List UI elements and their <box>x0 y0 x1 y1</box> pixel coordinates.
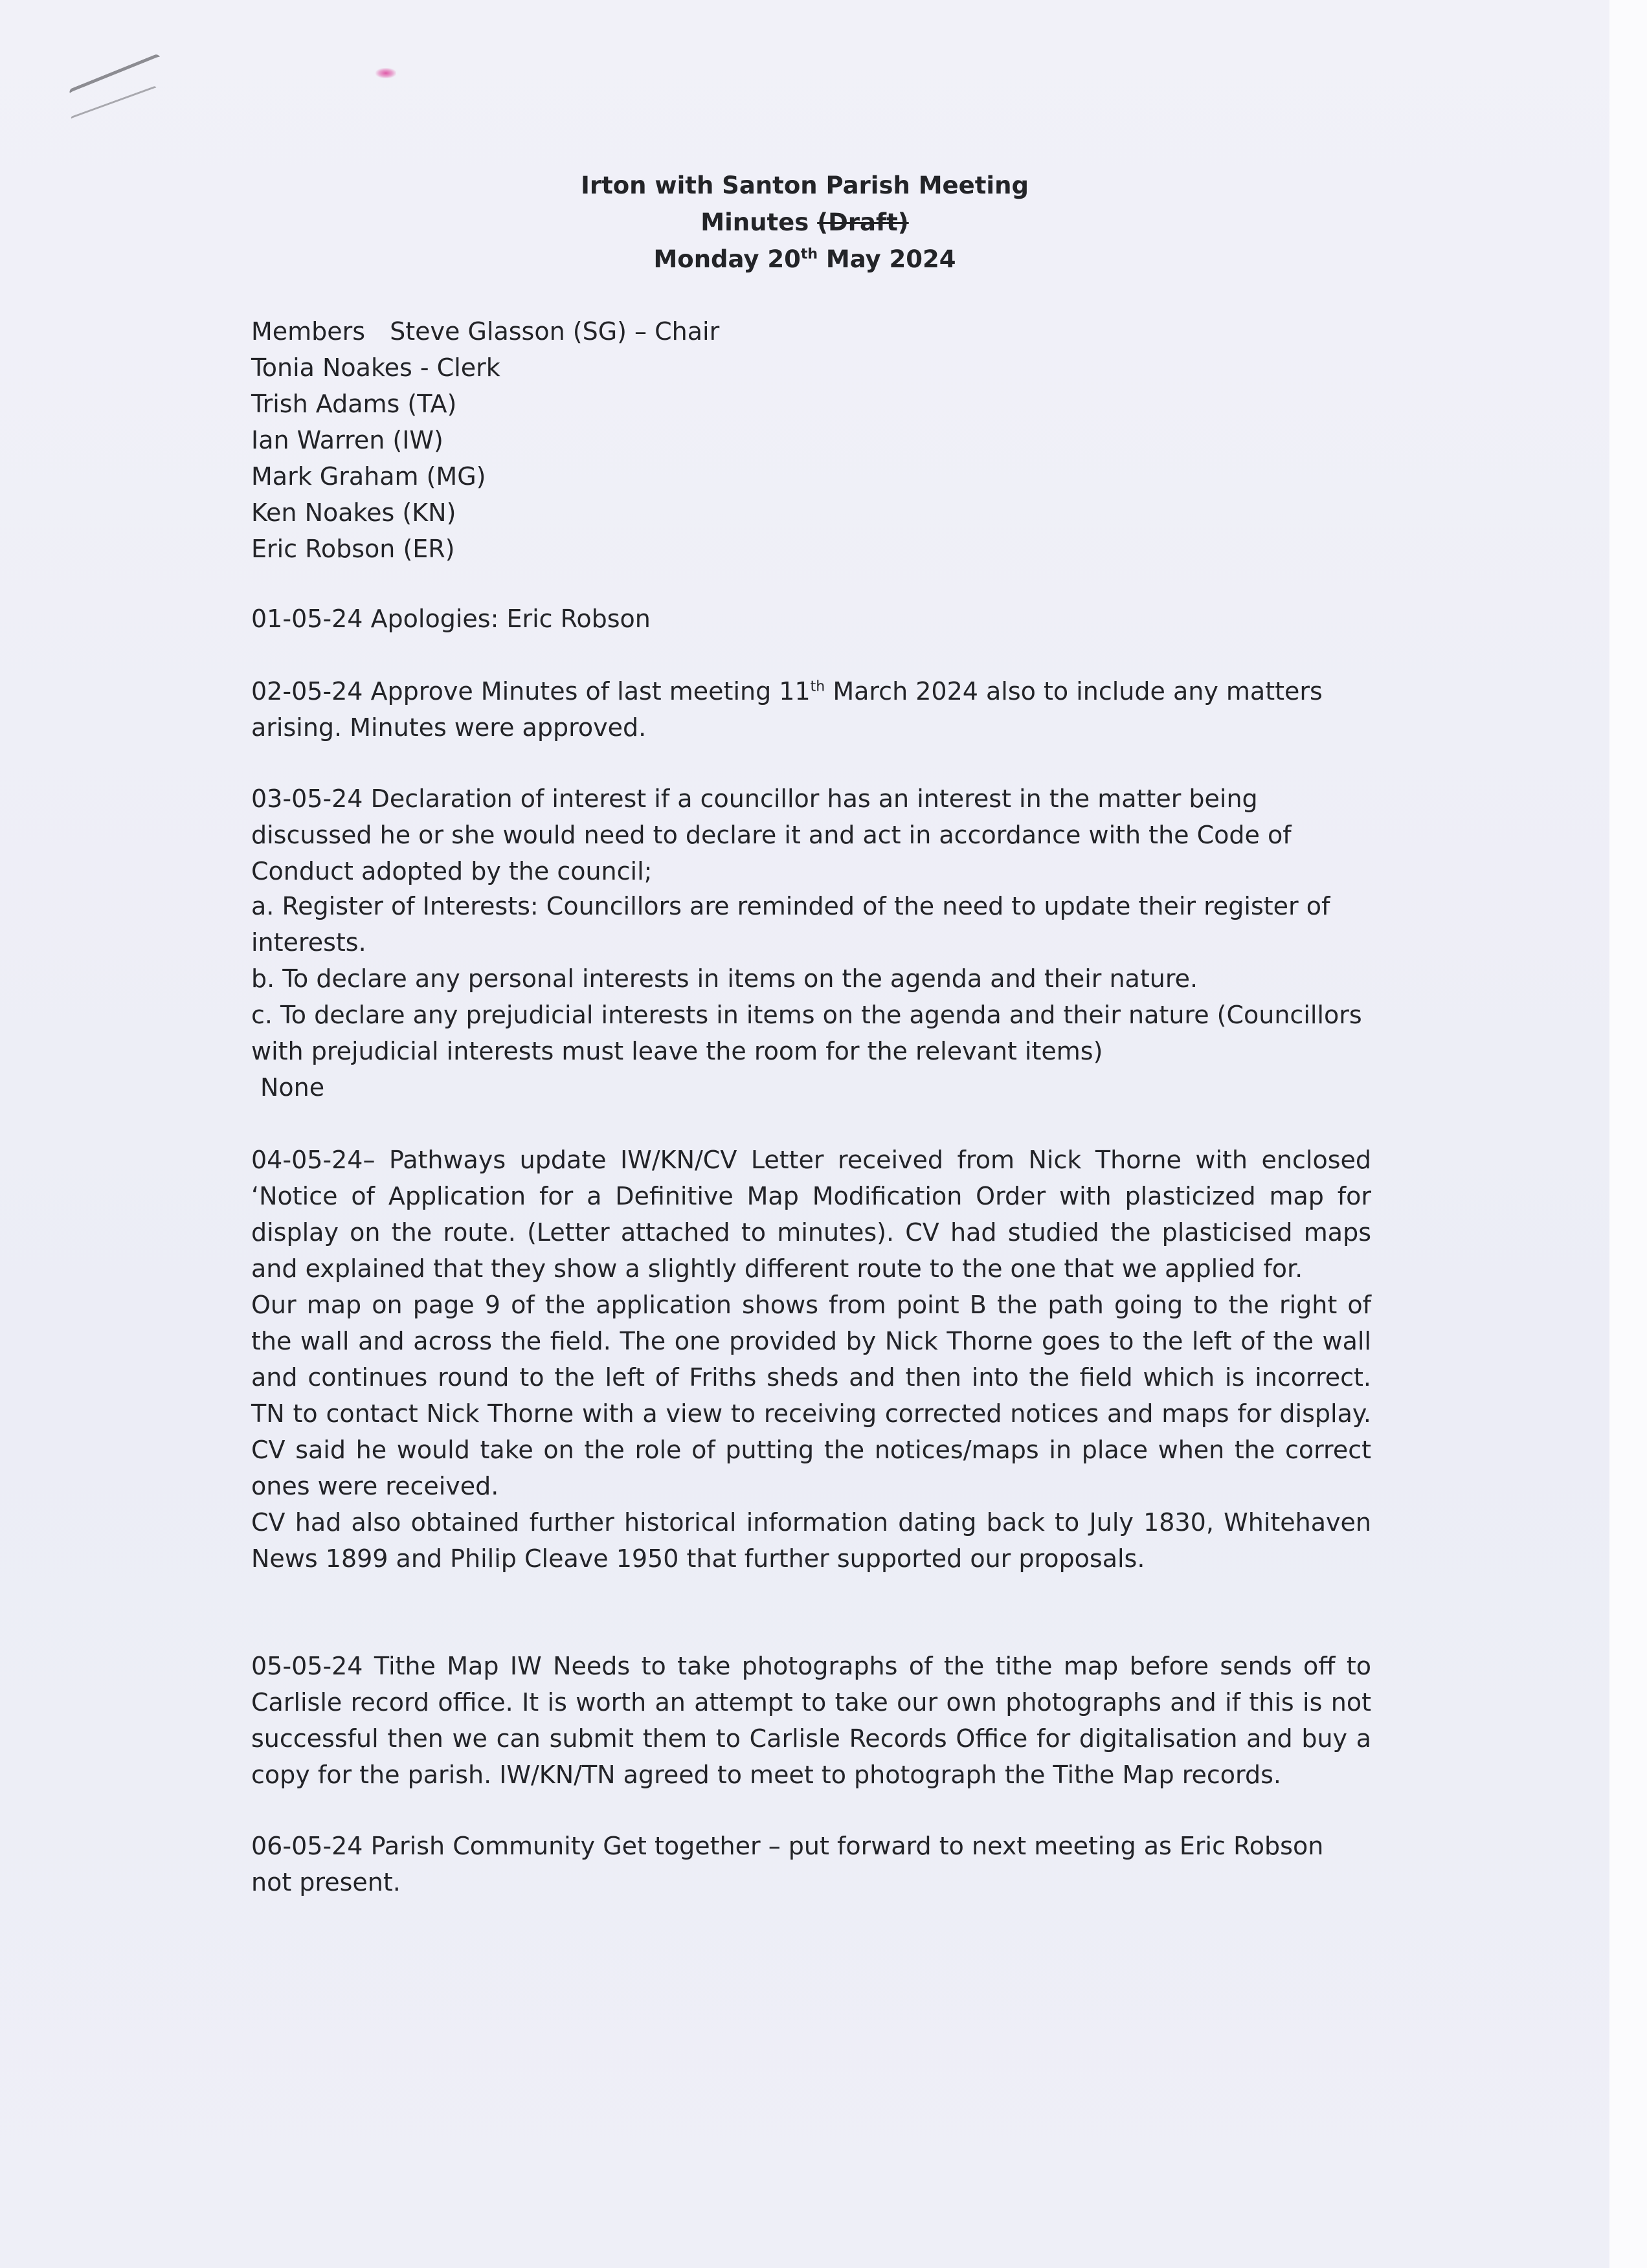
member-item: Trish Adams (TA) <box>251 390 457 418</box>
declaration-b: b. To declare any personal interests in items on the agenda and their nature. <box>251 964 1198 993</box>
item-tithe-map: 05-05-24 Tithe Map IW Needs to take photographs of the tithe map before sends off to Carlisle record office. It is worth an attempt to take our own photographs and if this is not successful then we can submit them to Carlisle Records Office for digitalisation and buy a copy for the parish. IW/KN/TN agreed to meet to photograph the Tithe Map records. <box>251 1652 1371 1789</box>
meeting-date <box>0 241 1609 278</box>
pathways-map-detail: Our map on page 9 of the application shows from point B the path going to the right of the wall and across the field. The one provided by Nick Thorne goes to the left of the wall and continues round to the left of Friths sheds and then into the field which is incorrect. TN to contact Nick Thorne with a view to receiving corrected notices and maps for display. CV said he would take on the role of putting the notices/maps in place when the correct ones were received. <box>251 1291 1371 1500</box>
approve-text-1: 02-05-24 Approve Minutes of last meeting 11 <box>251 677 811 706</box>
item-approve-minutes <box>251 673 1371 746</box>
date-rest: May 2024 <box>818 245 956 273</box>
document-title: Irton with Santon Parish Meeting <box>581 172 1029 199</box>
members-list <box>251 313 1371 567</box>
item-declaration: 03-05-24 Declaration of interest if a councillor has an interest in the matter being discussed he or she would need to declare it and act in accordance with the Code of Conduct adopted by the council; <box>251 784 1292 885</box>
minutes-word: Minutes <box>700 208 809 236</box>
member-item: Eric Robson (ER) <box>251 535 455 563</box>
member-chair: Steve Glasson (SG) – Chair <box>390 317 720 346</box>
member-item: Ken Noakes (KN) <box>251 498 456 527</box>
member-item: Tonia Noakes - Clerk <box>251 353 500 382</box>
date-suffix: th <box>800 246 818 263</box>
member-item: Ian Warren (IW) <box>251 426 443 454</box>
pathways-history: CV had also obtained further historical information dating back to July 1830, Whitehaven News 1899 and Philip Cleave 1950 that further supported our proposals. <box>251 1508 1371 1573</box>
item-apologies: 01-05-24 Apologies: Eric Robson <box>251 605 651 633</box>
approve-sup: th <box>810 678 825 695</box>
members-row-chair <box>251 313 1371 350</box>
document-header <box>0 167 1609 278</box>
declaration-none: None <box>260 1073 325 1102</box>
date-prefix: Monday 20 <box>653 245 801 273</box>
members-label: Members <box>251 317 366 346</box>
approve-text-2: March 2024 also to include any matters arising. Minutes were approved. <box>251 677 1323 742</box>
item-pathways: 04-05-24– Pathways update IW/KN/CV Letter received from Nick Thorne with enclosed ‘Notice of Application for a Definitive Map Modification Order with plasticized map for display on the route. (Letter attached to minutes). CV had studied the plasticised maps and explained that they show a slightly different route to the one that we applied for. <box>251 1146 1371 1283</box>
declaration-a: a. Register of Interests: Councillors are reminded of the need to update their register of interests. <box>251 892 1330 957</box>
member-item: Mark Graham (MG) <box>251 462 486 491</box>
item-community: 06-05-24 Parish Community Get together – put forward to next meeting as Eric Robson not present. <box>251 1832 1324 1896</box>
draft-struck: (Draft) <box>817 208 909 236</box>
ink-mark <box>375 68 396 78</box>
scan-edge <box>1609 0 1647 2268</box>
declaration-c: c. To declare any prejudicial interests in items on the agenda and their nature (Councillors with prejudicial interests must leave the room for the relevant items) <box>251 1001 1362 1065</box>
minutes-heading <box>0 204 1609 241</box>
